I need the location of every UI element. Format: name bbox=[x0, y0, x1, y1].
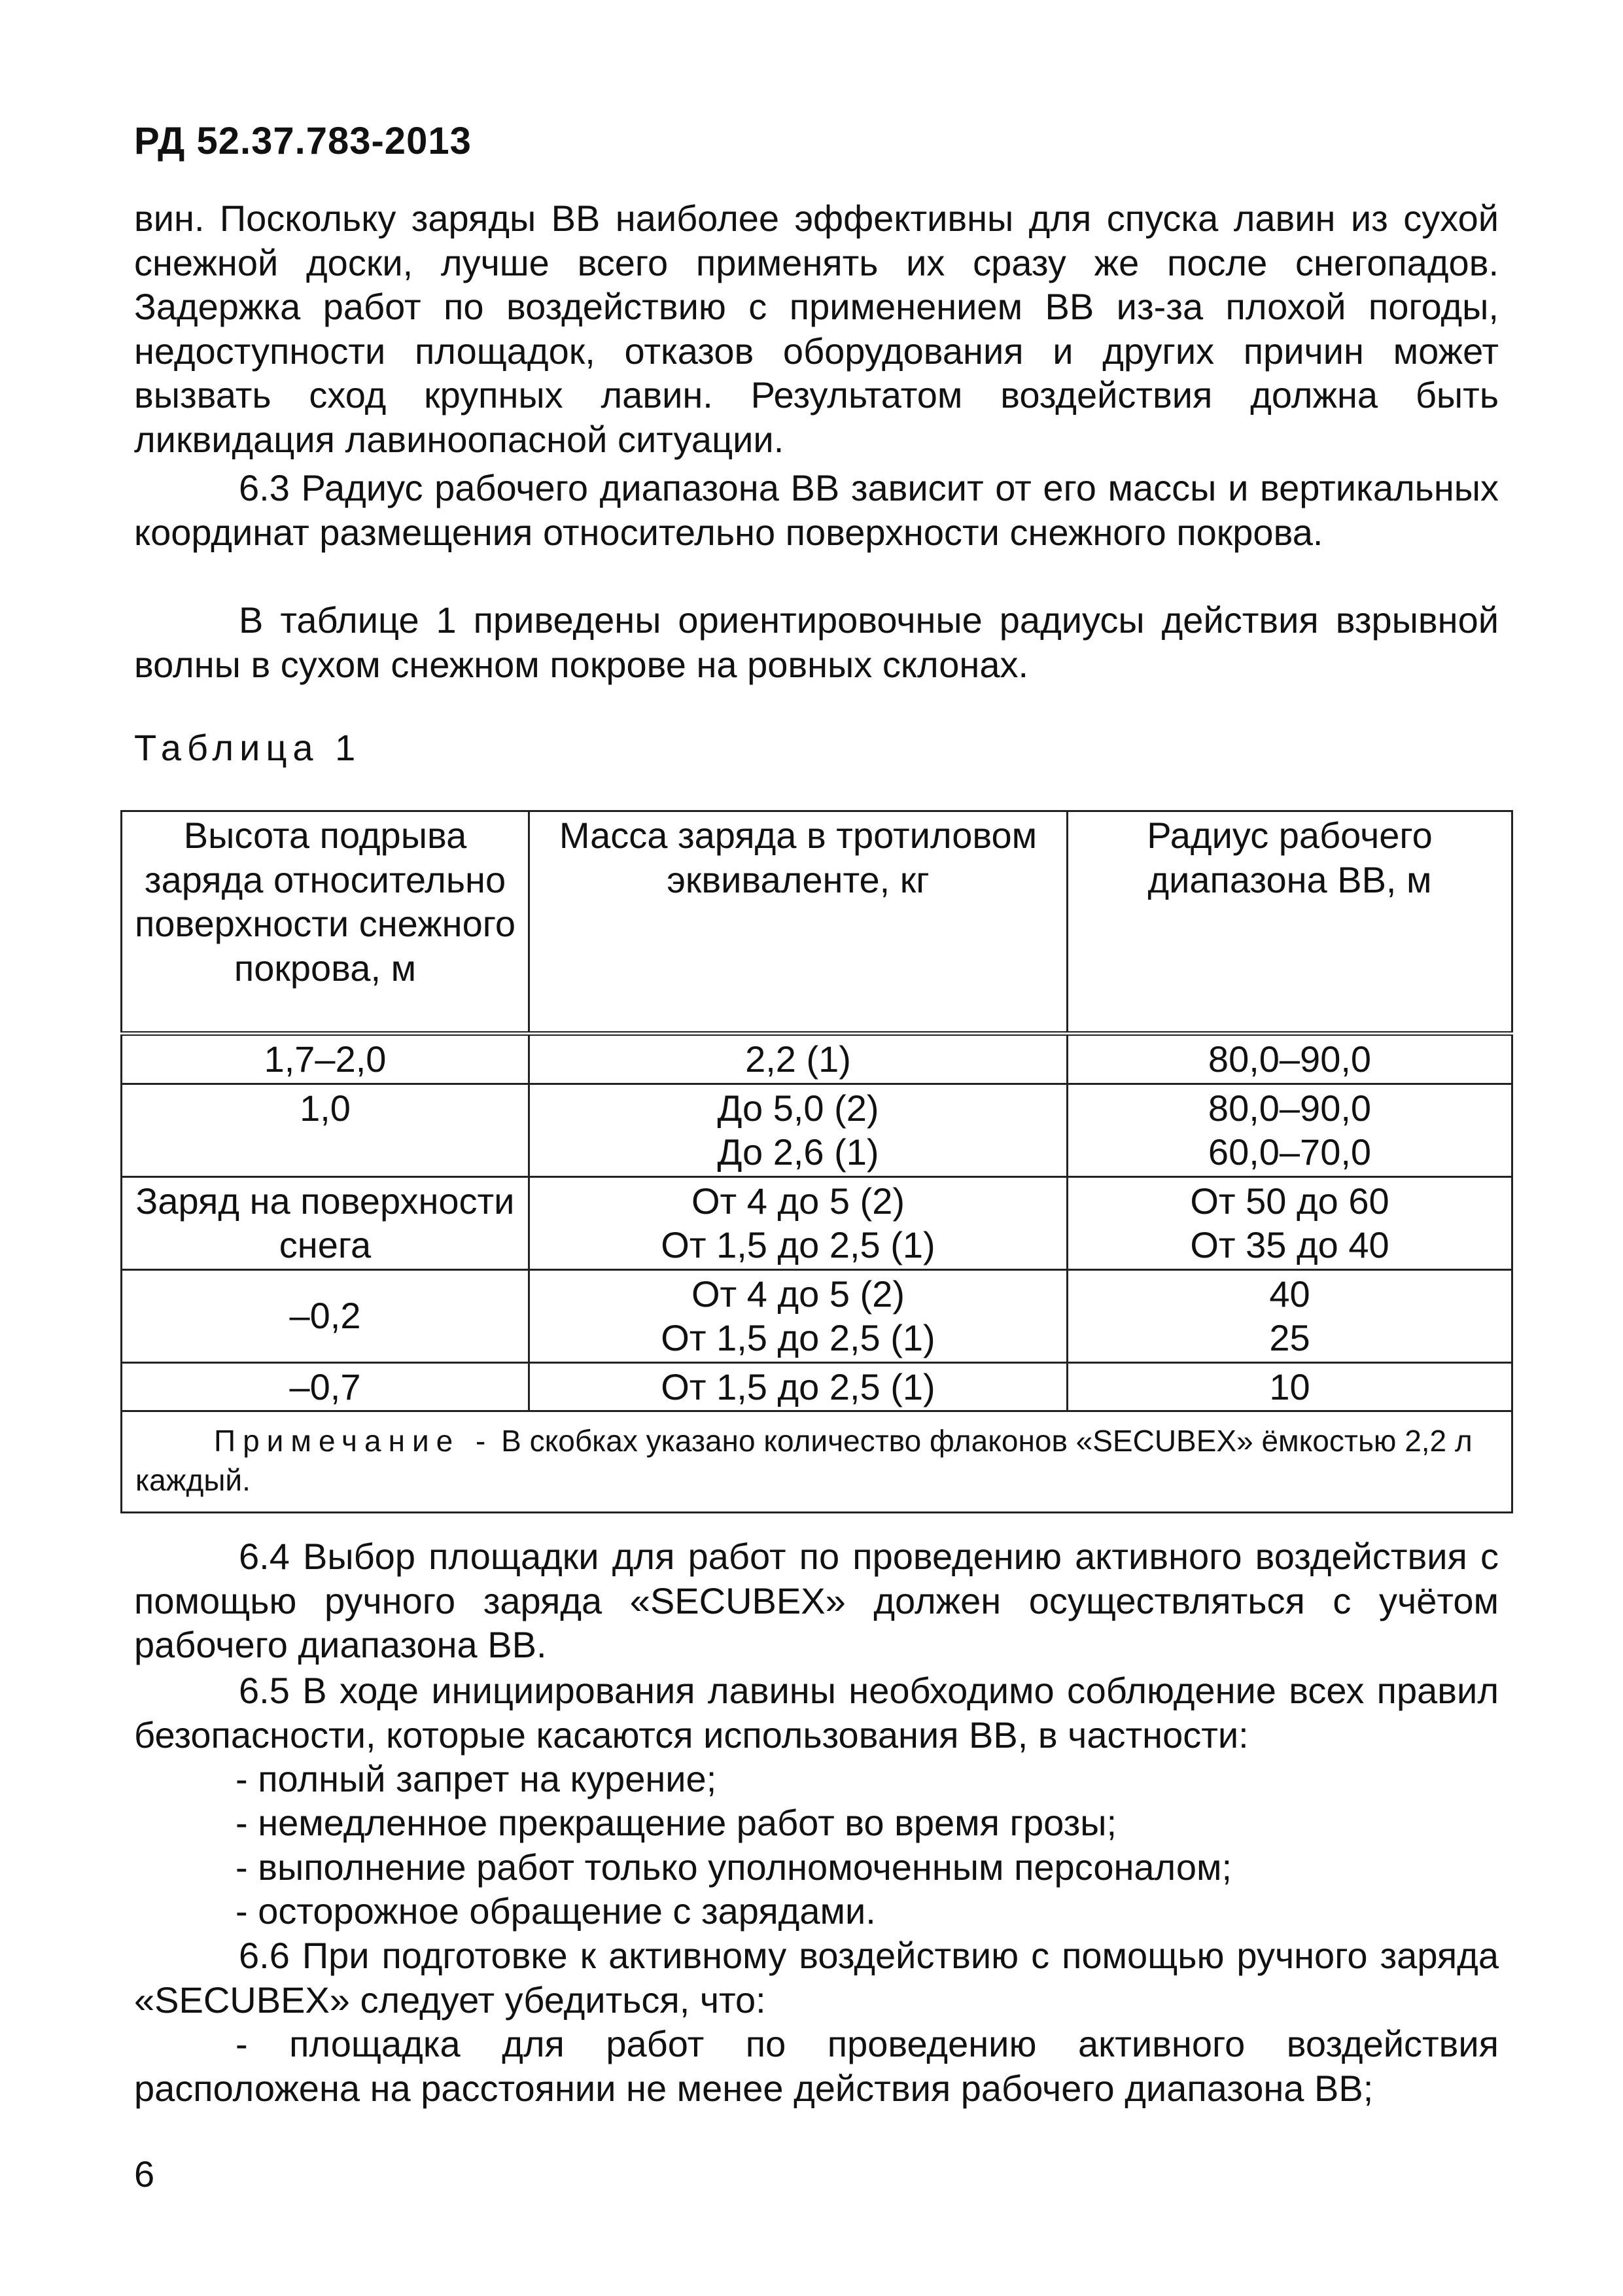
table-row bbox=[122, 1084, 1512, 1176]
cell-height: 1,0 bbox=[122, 1084, 529, 1176]
header-height: Высота подрыва заряда относительно поверхности снежного покрова, м bbox=[122, 811, 529, 1034]
note-label: Примечание - bbox=[214, 1424, 493, 1458]
cell-radius: От 50 до 60 От 35 до 40 bbox=[1068, 1176, 1512, 1269]
cell-mass: От 1,5 до 2,5 (1) bbox=[529, 1362, 1068, 1411]
list-item: - выполнение работ только уполномоченным персоналом; bbox=[236, 1846, 1232, 1888]
table-row bbox=[122, 1034, 1512, 1084]
list-item: - полный запрет на курение; bbox=[236, 1758, 717, 1799]
table-title: Таблица 1 bbox=[134, 727, 362, 768]
list-item: - осторожное обращение с зарядами. bbox=[236, 1890, 876, 1932]
cell-height: Заряд на поверхности снега bbox=[122, 1176, 529, 1269]
note-text: В скобках указано количество флаконов «SECUBEX» ёмкостью 2,2 л каждый. bbox=[135, 1424, 1473, 1497]
list-item: - немедленное прекращение работ во время грозы; bbox=[236, 1802, 1117, 1843]
paragraph-continuation: вин. Поскольку заряды ВВ наиболее эффективны для спуска лавин из сухой снежной доски, лучше всего применять их сразу же после снегопадов. Задержка работ по воздействию с применением ВВ из-за плохой погоды, недоступности площадок, отказов оборудования и других причин может вызвать сход крупных лавин. Результатом воздействия должна быть ликвидация лавиноопасной ситуации. bbox=[134, 198, 1499, 460]
table-row bbox=[122, 1269, 1512, 1362]
page-number: 6 bbox=[134, 2153, 155, 2195]
paragraph-6-4: 6.4 Выбор площадки для работ по проведению активного воздействия с помощью ручного заряда «SECUBEX» должен осуществляться с учётом рабочего диапазона ВВ. bbox=[134, 1536, 1499, 1665]
table-note-row bbox=[122, 1411, 1512, 1513]
cell-radius: 80,0–90,0 bbox=[1068, 1034, 1512, 1084]
paragraph-6-3: 6.3 Радиус рабочего диапазона ВВ зависит от его массы и вертикальных координат размещения относительно поверхности снежного покрова. bbox=[134, 467, 1499, 553]
list-item: - площадка для работ по проведению активного воздействия расположена на расстоянии не менее действия рабочего диапазона ВВ; bbox=[134, 2023, 1499, 2109]
paragraph-table-intro: В таблице 1 приведены ориентировочные радиусы действия взрывной волны в сухом снежном покрове на ровных склонах. bbox=[134, 599, 1499, 685]
cell-height: –0,7 bbox=[122, 1362, 529, 1411]
paragraph-6-6: 6.6 При подготовке к активному воздействию с помощью ручного заряда «SECUBEX» следует убедиться, что: bbox=[134, 1935, 1499, 2021]
cell-mass: 2,2 (1) bbox=[529, 1034, 1068, 1084]
paragraph-6-5: 6.5 В ходе инициирования лавины необходимо соблюдение всех правил безопасности, которые касаются использования ВВ, в частности: bbox=[134, 1670, 1499, 1756]
cell-height: 1,7–2,0 bbox=[122, 1034, 529, 1084]
table-row bbox=[122, 1362, 1512, 1411]
cell-mass: До 5,0 (2) До 2,6 (1) bbox=[529, 1084, 1068, 1176]
cell-radius: 40 25 bbox=[1068, 1269, 1512, 1362]
header-radius: Радиус рабочего диапазона ВВ, м bbox=[1068, 811, 1512, 1034]
cell-mass: От 4 до 5 (2) От 1,5 до 2,5 (1) bbox=[529, 1269, 1068, 1362]
header-mass: Масса заряда в тротиловом эквиваленте, кг bbox=[529, 811, 1068, 1034]
cell-radius: 80,0–90,0 60,0–70,0 bbox=[1068, 1084, 1512, 1176]
document-code: РД 52.37.783-2013 bbox=[134, 120, 472, 162]
table-header-row bbox=[122, 811, 1512, 1034]
table-row bbox=[122, 1176, 1512, 1269]
cell-radius: 10 bbox=[1068, 1362, 1512, 1411]
cell-height: –0,2 bbox=[122, 1269, 529, 1362]
cell-mass: От 4 до 5 (2) От 1,5 до 2,5 (1) bbox=[529, 1176, 1068, 1269]
table-note bbox=[122, 1411, 1512, 1513]
data-table bbox=[120, 810, 1513, 1513]
